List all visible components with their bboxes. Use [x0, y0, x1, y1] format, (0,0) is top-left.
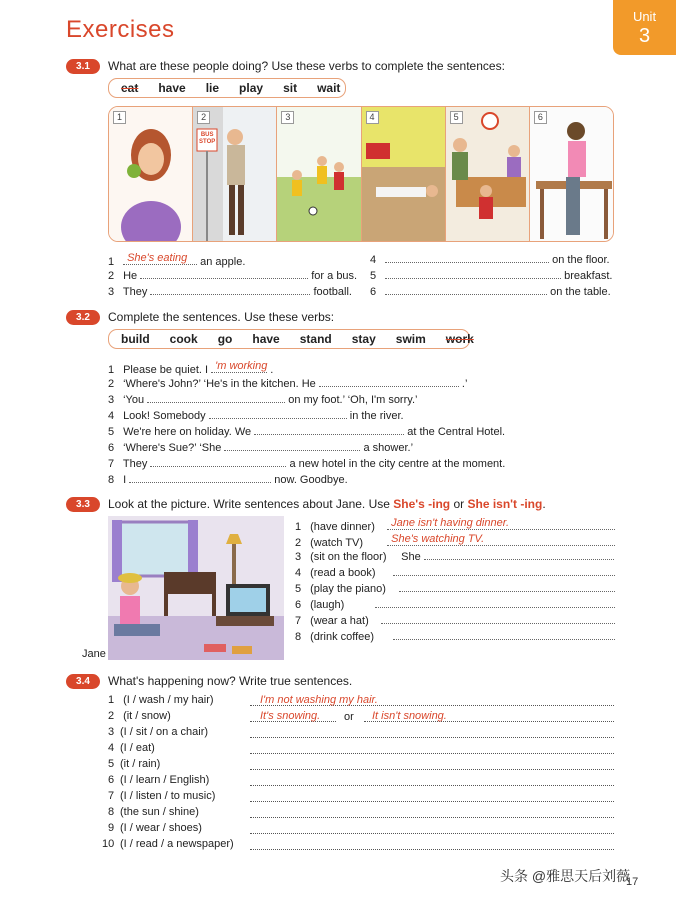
picture-panel: [362, 107, 446, 241]
answer-line[interactable]: [387, 533, 615, 546]
prompt-text: (it / snow): [123, 710, 171, 722]
jane-room-illustration: [108, 516, 284, 660]
sentence-text: an apple.: [200, 256, 246, 268]
item-number: 1: [108, 364, 115, 376]
picture-panel: [193, 107, 277, 241]
item-number: 4: [295, 567, 302, 579]
answer-line[interactable]: [385, 284, 547, 295]
sentence-text: on the table.: [550, 286, 611, 298]
answer-line[interactable]: [224, 440, 360, 451]
verb-word: build: [121, 332, 150, 346]
sentence-3-3-8: [295, 629, 615, 643]
prompt-text: (laugh): [310, 599, 345, 611]
answer-text: I'm not washing my hair.: [260, 694, 378, 706]
panel-number: 1: [113, 111, 126, 124]
answer-line[interactable]: [387, 517, 615, 530]
answer-line[interactable]: [319, 376, 459, 387]
sentence-3-1-3: [108, 284, 352, 298]
item-number: 2: [295, 537, 302, 549]
sentence-3-3-5: [295, 581, 615, 595]
woman-sitting-illustration: [530, 107, 613, 241]
item-number: 1: [295, 521, 302, 533]
exercise-instruction-3-3: [108, 497, 546, 511]
answer-line[interactable]: [250, 801, 614, 802]
unit-number: 3: [638, 25, 651, 47]
prompt-text: (I / read / a newspaper): [120, 838, 234, 850]
sentence-text: They: [122, 458, 148, 470]
prompt-text: (watch TV): [310, 537, 364, 549]
item-number: 5: [108, 758, 115, 770]
sentence-text: now. Goodbye.: [274, 474, 348, 486]
sentence-3-2-2: [108, 376, 467, 390]
instruction-text: or: [450, 497, 468, 511]
prompt-text: (I / wash / my hair): [123, 694, 214, 706]
bus-stop-sign: BUS STOP: [199, 132, 216, 145]
sentence-text: at the Central Hotel.: [407, 426, 506, 438]
answer-line[interactable]: [140, 268, 308, 279]
prompt-text: (I / sit / on a chair): [120, 726, 209, 738]
item-number: 2: [108, 378, 115, 390]
verb-word: eat: [121, 81, 139, 95]
answer-line[interactable]: [381, 613, 615, 624]
watermark-text: 头条 @雅思天后刘薇: [500, 868, 631, 884]
sentence-text: football.: [313, 286, 352, 298]
prompt-text: (have dinner): [310, 521, 375, 533]
item-number: 6: [295, 599, 302, 611]
verb-word: stay: [351, 332, 376, 346]
sentence-3-2-3: [108, 392, 417, 406]
answer-line[interactable]: [250, 769, 614, 770]
exercise-instruction-3-2: Complete the sentences. Use these verbs:: [108, 310, 335, 324]
answer-line[interactable]: [211, 360, 267, 373]
sentence-text: She: [401, 551, 421, 563]
sentence-3-4-5: [108, 758, 160, 770]
item-number: 9: [108, 822, 115, 834]
item-number: 7: [108, 790, 115, 802]
sentence-text: ‘You: [123, 394, 145, 406]
item-number: 7: [295, 615, 302, 627]
item-number: 8: [108, 474, 115, 486]
sentence-3-4-4: [108, 742, 155, 754]
prompt-text: (sit on the floor): [310, 551, 387, 563]
item-number: 3: [108, 726, 115, 738]
panel-number: 4: [366, 111, 379, 124]
verb-word: go: [217, 332, 233, 346]
exercise-instruction-3-4: What's happening now? Write true sentences.: [108, 674, 353, 688]
picture-panel: [109, 107, 193, 241]
answer-line[interactable]: [385, 268, 561, 279]
answer-line[interactable]: [424, 549, 614, 560]
sentence-text: He: [123, 270, 138, 282]
answer-line[interactable]: [250, 785, 614, 786]
sentence-3-1-4: [370, 252, 610, 266]
item-number: 6: [108, 774, 115, 786]
prompt-text: (I / listen / to music): [120, 790, 216, 802]
exercise-badge-3-1: 3.1: [66, 59, 100, 74]
verb-word: cook: [169, 332, 198, 346]
verb-word: play: [239, 81, 264, 95]
verb-word: sit: [283, 81, 298, 95]
answer-line[interactable]: [393, 565, 615, 576]
unit-label: Unit: [632, 9, 657, 24]
answer-text: It's snowing.: [260, 710, 321, 722]
answer-line[interactable]: [393, 629, 615, 640]
prompt-text: (I / learn / English): [120, 774, 210, 786]
sentence-3-3-6: [295, 597, 615, 611]
answer-line[interactable]: [150, 456, 286, 467]
item-number: 4: [108, 742, 115, 754]
answer-line[interactable]: [254, 424, 404, 435]
item-number: 1: [108, 256, 115, 268]
item-number: 3: [108, 394, 115, 406]
verb-box-3-1: [108, 78, 346, 98]
panel-number: 6: [534, 111, 547, 124]
unit-tab: [613, 0, 676, 55]
item-number: 2: [108, 710, 115, 722]
sentence-text: on the floor.: [552, 254, 610, 266]
sentence-text: Please be quiet. I: [123, 364, 209, 376]
sentence-3-4-8: [108, 806, 199, 818]
sentence-3-4-10: [102, 838, 234, 850]
prompt-text: (read a book): [310, 567, 376, 579]
sentence-text: ‘Where's John?’ ‘He's in the kitchen. He: [123, 378, 316, 390]
sentence-3-1-6: [370, 284, 611, 298]
prompt-text: (it / rain): [120, 758, 161, 770]
answer-line[interactable]: [250, 753, 614, 754]
item-number: 4: [370, 254, 377, 266]
prompt-text: (the sun / shine): [120, 806, 199, 818]
answer-text: It isn't snowing.: [372, 710, 447, 722]
answer-line[interactable]: [385, 252, 549, 263]
instruction-highlight: She isn't -ing: [467, 497, 543, 511]
item-number: 3: [108, 286, 115, 298]
verb-word: stand: [299, 332, 332, 346]
picture-panel: [277, 107, 361, 241]
answer-line[interactable]: [129, 472, 271, 483]
verb-word: lie: [205, 81, 220, 95]
prompt-text: (I / wear / shoes): [120, 822, 202, 834]
panel-number: 2: [197, 111, 210, 124]
sentence-3-4-6: [108, 774, 209, 786]
instruction-highlight: She's -ing: [393, 497, 451, 511]
answer-text: She's eating: [127, 252, 188, 264]
sentence-3-4-2: [108, 710, 171, 722]
sentence-text: a shower.’: [363, 442, 414, 454]
item-number: 2: [108, 270, 115, 282]
verb-word: have: [252, 332, 280, 346]
exercise-instruction-3-1: What are these people doing? Use these verbs to complete the sentences:: [108, 59, 505, 73]
sentence-3-2-6: [108, 440, 413, 454]
sentence-text: .: [270, 364, 274, 376]
item-number: 6: [370, 286, 377, 298]
answer-line[interactable]: [147, 392, 285, 403]
answer-line[interactable]: [375, 597, 615, 608]
answer-text: She's watching TV.: [391, 533, 485, 545]
sentence-text: They: [122, 286, 148, 298]
sentence-3-4-9: [108, 822, 202, 834]
man-lying-illustration: [362, 107, 446, 241]
item-number: 5: [295, 583, 302, 595]
item-number: 4: [108, 410, 115, 422]
exercise-badge-3-4: 3.4: [66, 674, 100, 689]
verb-word: work: [445, 332, 474, 346]
item-number: 8: [108, 806, 115, 818]
sentence-text: in the river.: [349, 410, 404, 422]
answer-line[interactable]: [250, 737, 614, 738]
sentence-3-4-1: [108, 694, 214, 706]
man-waiting-illustration: [193, 107, 277, 241]
family-breakfast-illustration: [446, 107, 530, 241]
jane-label: Jane: [82, 648, 106, 660]
answer-text: Jane isn't having dinner.: [391, 517, 510, 529]
item-number: 5: [370, 270, 377, 282]
sentence-3-2-5: [108, 424, 505, 438]
sentence-text: .’: [461, 378, 468, 390]
item-number: 10: [102, 838, 115, 850]
sentence-text: breakfast.: [564, 270, 613, 282]
instruction-text: .: [542, 497, 546, 511]
item-number: 5: [108, 426, 115, 438]
answer-line[interactable]: [150, 284, 310, 295]
answer-line[interactable]: [399, 581, 615, 592]
answer-line[interactable]: [123, 252, 197, 265]
verb-box-3-2: [108, 329, 474, 349]
page-title: Exercises: [66, 16, 175, 43]
sentence-text: a new hotel in the city centre at the moment.: [289, 458, 506, 470]
sentence-text: for a bus.: [311, 270, 358, 282]
sentence-text: Look! Somebody: [123, 410, 206, 422]
verb-word: swim: [395, 332, 426, 346]
sentence-3-2-1: [108, 360, 273, 376]
panel-number: 3: [281, 111, 294, 124]
item-number: 3: [295, 551, 302, 563]
answer-line[interactable]: [209, 408, 347, 419]
sentence-3-1-1: [108, 252, 245, 268]
picture-strip: [108, 106, 614, 242]
or-text: or: [344, 711, 354, 723]
sentence-3-3-7: [295, 613, 615, 627]
sentence-3-2-8: [108, 472, 348, 486]
sentence-3-2-7: [108, 456, 505, 470]
sentence-text: on my foot.’ ‘Oh, I'm sorry.’: [288, 394, 418, 406]
item-number: 1: [108, 694, 115, 706]
verb-word: wait: [317, 81, 341, 95]
sentence-text: We're here on holiday. We: [123, 426, 252, 438]
sentence-3-1-5: [370, 268, 612, 282]
sentence-3-4-7: [108, 790, 215, 802]
picture-panel: [446, 107, 530, 241]
verb-word: have: [158, 81, 186, 95]
answer-line[interactable]: [250, 849, 614, 850]
sentence-3-3-4: [295, 565, 615, 579]
sentence-text: I: [123, 474, 127, 486]
woman-eating-illustration: [109, 107, 193, 241]
page-number: 17: [626, 876, 639, 888]
panel-number: 5: [450, 111, 463, 124]
sentence-3-4-3: [108, 726, 208, 738]
item-number: 7: [108, 458, 115, 470]
exercise-badge-3-3: 3.3: [66, 497, 100, 512]
item-number: 8: [295, 631, 302, 643]
sentence-3-3-1: [295, 517, 615, 533]
prompt-text: (play the piano): [310, 583, 386, 595]
sentence-3-3-3: [295, 549, 614, 563]
answer-text: 'm working: [215, 360, 268, 372]
sentence-text: ‘Where's Sue?’ ‘She: [123, 442, 222, 454]
picture-panel: [530, 107, 613, 241]
prompt-text: (drink coffee): [310, 631, 375, 643]
prompt-text: (I / eat): [120, 742, 155, 754]
exercise-badge-3-2: 3.2: [66, 310, 100, 325]
sentence-3-2-4: [108, 408, 404, 422]
item-number: 6: [108, 442, 115, 454]
answer-line[interactable]: [250, 817, 614, 818]
prompt-text: (wear a hat): [310, 615, 369, 627]
sentence-3-1-2: [108, 268, 357, 282]
sentence-3-3-2: [295, 533, 615, 549]
instruction-text: Look at the picture. Write sentences about Jane. Use: [108, 497, 394, 511]
answer-line[interactable]: [250, 833, 614, 834]
football-illustration: [277, 107, 361, 241]
